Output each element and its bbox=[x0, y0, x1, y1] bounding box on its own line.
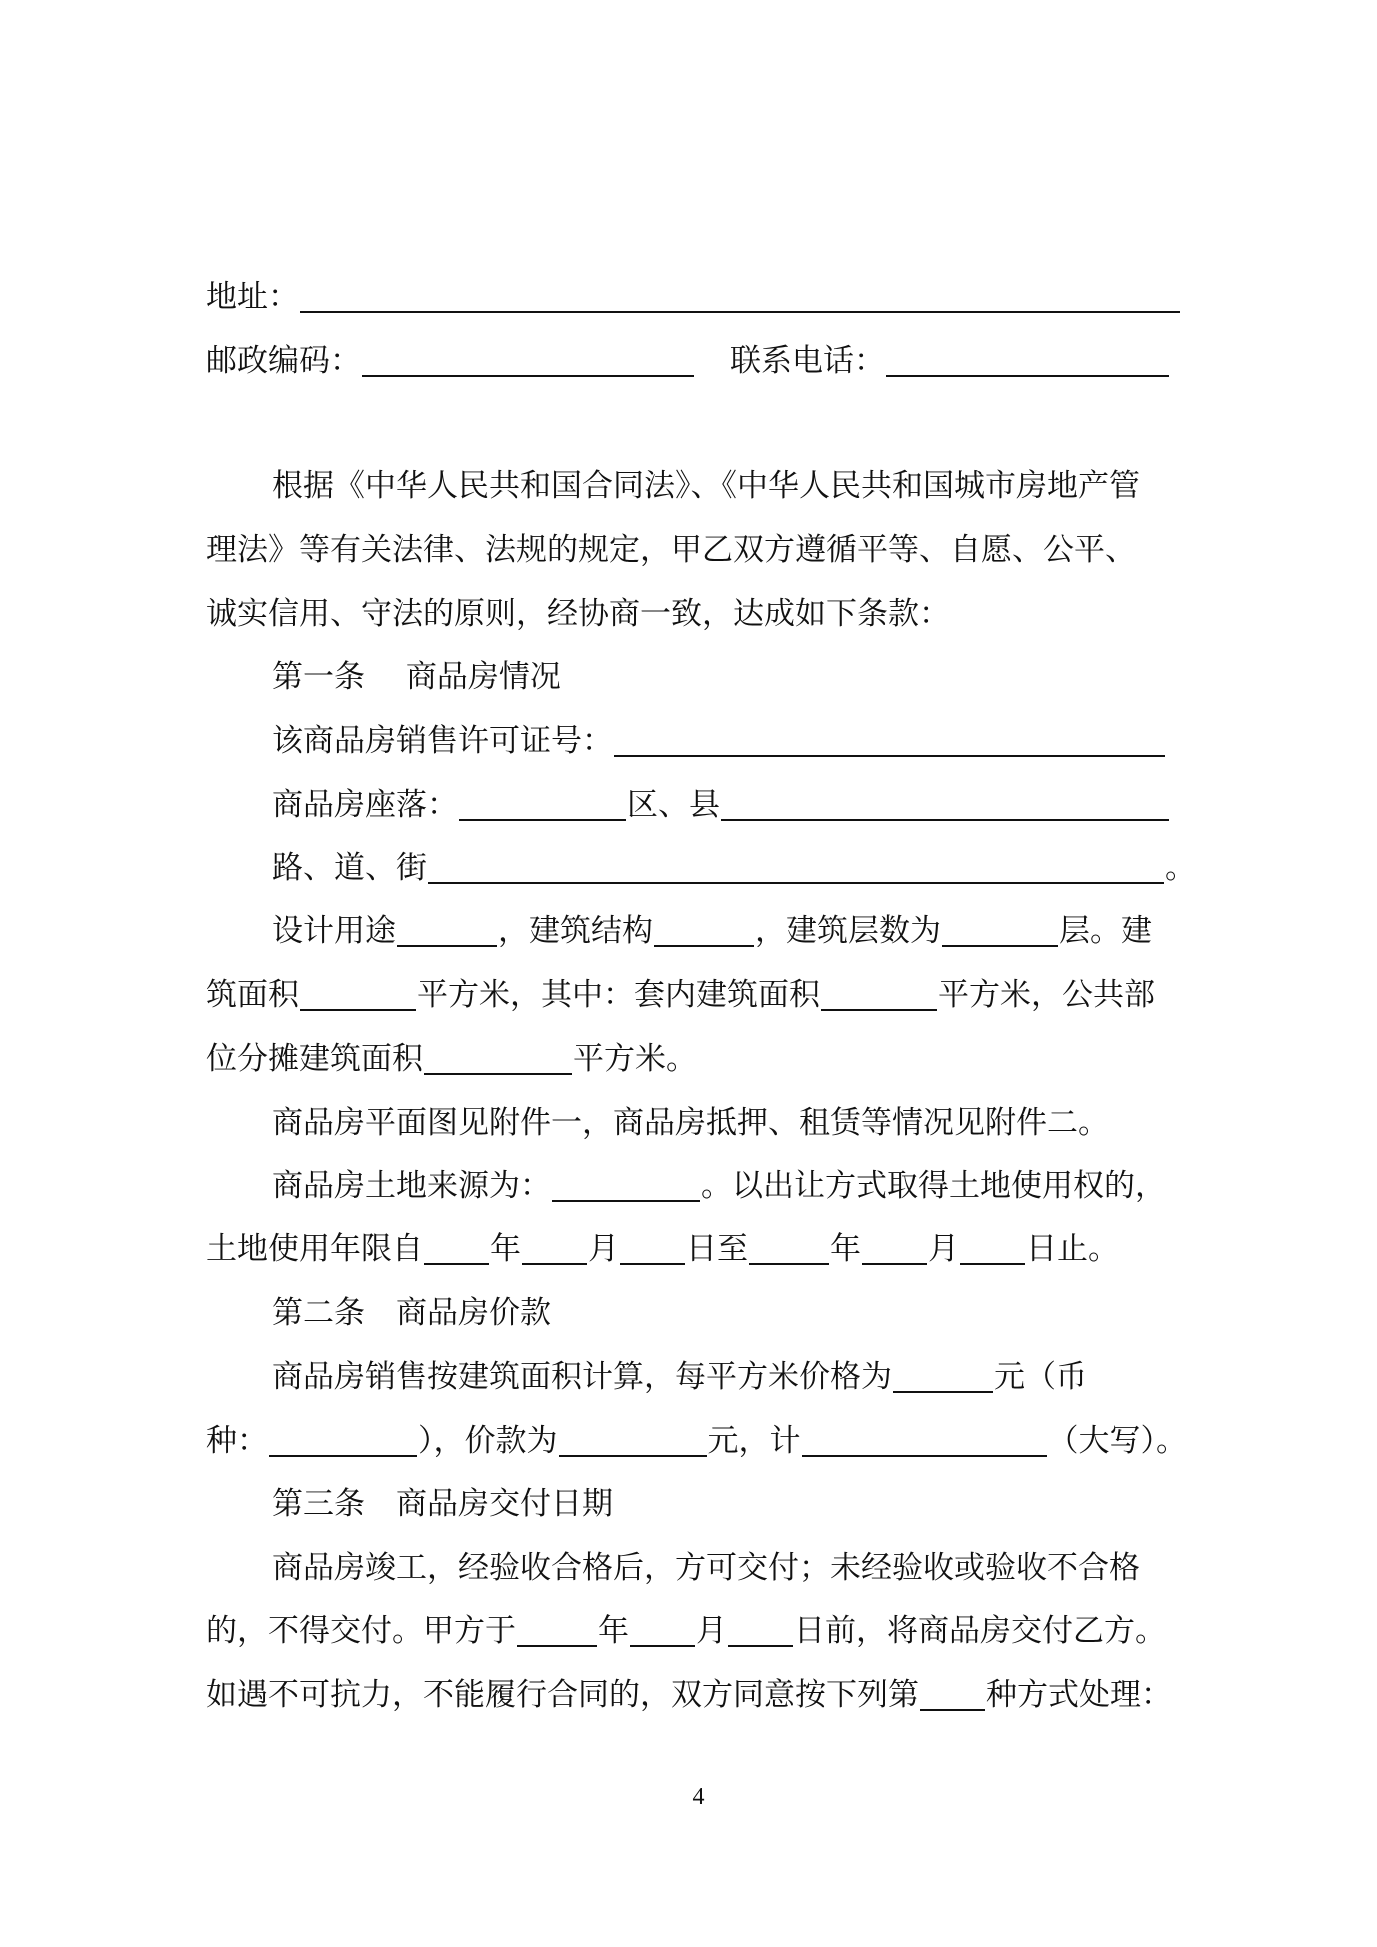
line-text: ，建筑结构 bbox=[498, 913, 653, 949]
line-text: 日至 bbox=[686, 1231, 748, 1267]
text-line bbox=[206, 1609, 1196, 1653]
fill-in-blank[interactable] bbox=[654, 915, 754, 947]
fill-in-blank[interactable] bbox=[749, 1233, 829, 1265]
line-text: 第一条 商品房情况 bbox=[272, 659, 561, 695]
line-text: 月 bbox=[588, 1231, 619, 1267]
text-line bbox=[206, 719, 1196, 763]
fill-in-blank[interactable] bbox=[893, 1361, 993, 1393]
line-text: 种： bbox=[206, 1423, 268, 1459]
line-text: 的，不得交付。甲方于 bbox=[206, 1613, 516, 1649]
fill-in-blank[interactable] bbox=[559, 1425, 707, 1457]
line-text: 根据《中华人民共和国合同法》、《中华人民共和国城市房地产管 bbox=[272, 468, 1140, 504]
text-line bbox=[206, 655, 1196, 699]
line-text: 邮政编码： bbox=[206, 343, 361, 379]
text-line bbox=[206, 528, 1196, 572]
line-text: 种方式处理： bbox=[986, 1677, 1172, 1713]
text-line bbox=[206, 1037, 1196, 1081]
fill-in-blank[interactable] bbox=[721, 789, 1169, 821]
line-text: 。 bbox=[1165, 850, 1196, 886]
line-text: 平方米，公共部 bbox=[938, 977, 1155, 1013]
fill-in-blank[interactable] bbox=[620, 1233, 685, 1265]
line-text: 层。建 bbox=[1059, 913, 1152, 949]
line-text: 第三条 商品房交付日期 bbox=[272, 1486, 613, 1522]
fill-in-blank[interactable] bbox=[300, 281, 1180, 313]
fill-in-blank[interactable] bbox=[424, 1233, 489, 1265]
line-text: 路、道、街 bbox=[272, 850, 427, 886]
fill-in-blank[interactable] bbox=[802, 1425, 1047, 1457]
line-text: 第二条 商品房价款 bbox=[272, 1295, 551, 1331]
fill-in-blank[interactable] bbox=[960, 1233, 1025, 1265]
fill-in-blank[interactable] bbox=[728, 1615, 793, 1647]
line-text: 诚实信用、守法的原则，经协商一致，达成如下条款： bbox=[206, 596, 950, 632]
text-line bbox=[206, 592, 1196, 636]
fill-in-blank[interactable] bbox=[362, 345, 694, 377]
line-text: 商品房土地来源为： bbox=[272, 1168, 551, 1204]
line-text: 平方米。 bbox=[573, 1041, 697, 1077]
text-line bbox=[206, 275, 1196, 319]
text-line bbox=[206, 339, 1196, 383]
line-text: 日前，将商品房交付乙方。 bbox=[794, 1613, 1166, 1649]
line-text: 年 bbox=[490, 1231, 521, 1267]
line-text: 年 bbox=[598, 1613, 629, 1649]
text-line bbox=[206, 464, 1196, 508]
line-text: 联系电话： bbox=[730, 343, 885, 379]
fill-in-blank[interactable] bbox=[942, 915, 1058, 947]
line-text: 日止。 bbox=[1026, 1231, 1119, 1267]
line-text: 商品房销售按建筑面积计算，每平方米价格为 bbox=[272, 1359, 892, 1395]
text-line bbox=[206, 1482, 1196, 1526]
fill-in-blank[interactable] bbox=[517, 1615, 597, 1647]
text-line bbox=[206, 1419, 1196, 1463]
text-line bbox=[206, 909, 1196, 953]
text-line bbox=[206, 1164, 1196, 1208]
line-text: 商品房座落： bbox=[272, 787, 458, 823]
line-text: 商品房竣工，经验收合格后，方可交付；未经验收或验收不合格 bbox=[272, 1550, 1140, 1586]
text-line bbox=[206, 1101, 1196, 1145]
line-text: 位分摊建筑面积 bbox=[206, 1041, 423, 1077]
line-text: 该商品房销售许可证号： bbox=[272, 723, 613, 759]
line-text: ），价款为 bbox=[418, 1423, 558, 1459]
text-line bbox=[206, 783, 1196, 827]
text-line bbox=[206, 1355, 1196, 1399]
fill-in-blank[interactable] bbox=[862, 1233, 927, 1265]
line-text: 筑面积 bbox=[206, 977, 299, 1013]
line-text: 年 bbox=[830, 1231, 861, 1267]
text-line bbox=[206, 1227, 1196, 1271]
line-text: 元（币 bbox=[994, 1359, 1087, 1395]
text-line bbox=[206, 973, 1196, 1017]
fill-in-blank[interactable] bbox=[428, 852, 1164, 884]
line-text: 地址： bbox=[206, 279, 299, 315]
fill-in-blank[interactable] bbox=[522, 1233, 587, 1265]
line-text: ，建筑层数为 bbox=[755, 913, 941, 949]
line-text: 区、县 bbox=[627, 787, 720, 823]
fill-in-blank[interactable] bbox=[424, 1043, 572, 1075]
text-line bbox=[206, 846, 1196, 890]
fill-in-blank[interactable] bbox=[397, 915, 497, 947]
text-line bbox=[206, 1673, 1196, 1717]
text-line bbox=[206, 1291, 1196, 1335]
line-text: 平方米，其中：套内建筑面积 bbox=[417, 977, 820, 1013]
fill-in-blank[interactable] bbox=[300, 979, 416, 1011]
fill-in-blank[interactable] bbox=[552, 1170, 700, 1202]
text-line bbox=[206, 1546, 1196, 1590]
fill-in-blank[interactable] bbox=[886, 345, 1169, 377]
fill-in-blank[interactable] bbox=[269, 1425, 417, 1457]
fill-in-blank[interactable] bbox=[630, 1615, 695, 1647]
fill-in-blank[interactable] bbox=[614, 725, 1165, 757]
line-text: 。以出让方式取得土地使用权的， bbox=[701, 1168, 1166, 1204]
line-text: （大写）。 bbox=[1047, 1423, 1187, 1459]
line-text: 理法》等有关法律、法规的规定，甲乙双方遵循平等、自愿、公平、 bbox=[206, 532, 1136, 568]
line-text: 月 bbox=[696, 1613, 727, 1649]
fill-in-blank[interactable] bbox=[459, 789, 626, 821]
page-number: 4 bbox=[692, 1784, 705, 1810]
line-text: 月 bbox=[928, 1231, 959, 1267]
line-text: 商品房平面图见附件一，商品房抵押、租赁等情况见附件二。 bbox=[272, 1105, 1109, 1141]
line-text: 土地使用年限自 bbox=[206, 1231, 423, 1267]
fill-in-blank[interactable] bbox=[920, 1679, 985, 1711]
line-text: 设计用途 bbox=[272, 913, 396, 949]
line-text: 如遇不可抗力，不能履行合同的，双方同意按下列第 bbox=[206, 1677, 919, 1713]
line-text: 元，计 bbox=[707, 1423, 801, 1459]
fill-in-blank[interactable] bbox=[821, 979, 937, 1011]
